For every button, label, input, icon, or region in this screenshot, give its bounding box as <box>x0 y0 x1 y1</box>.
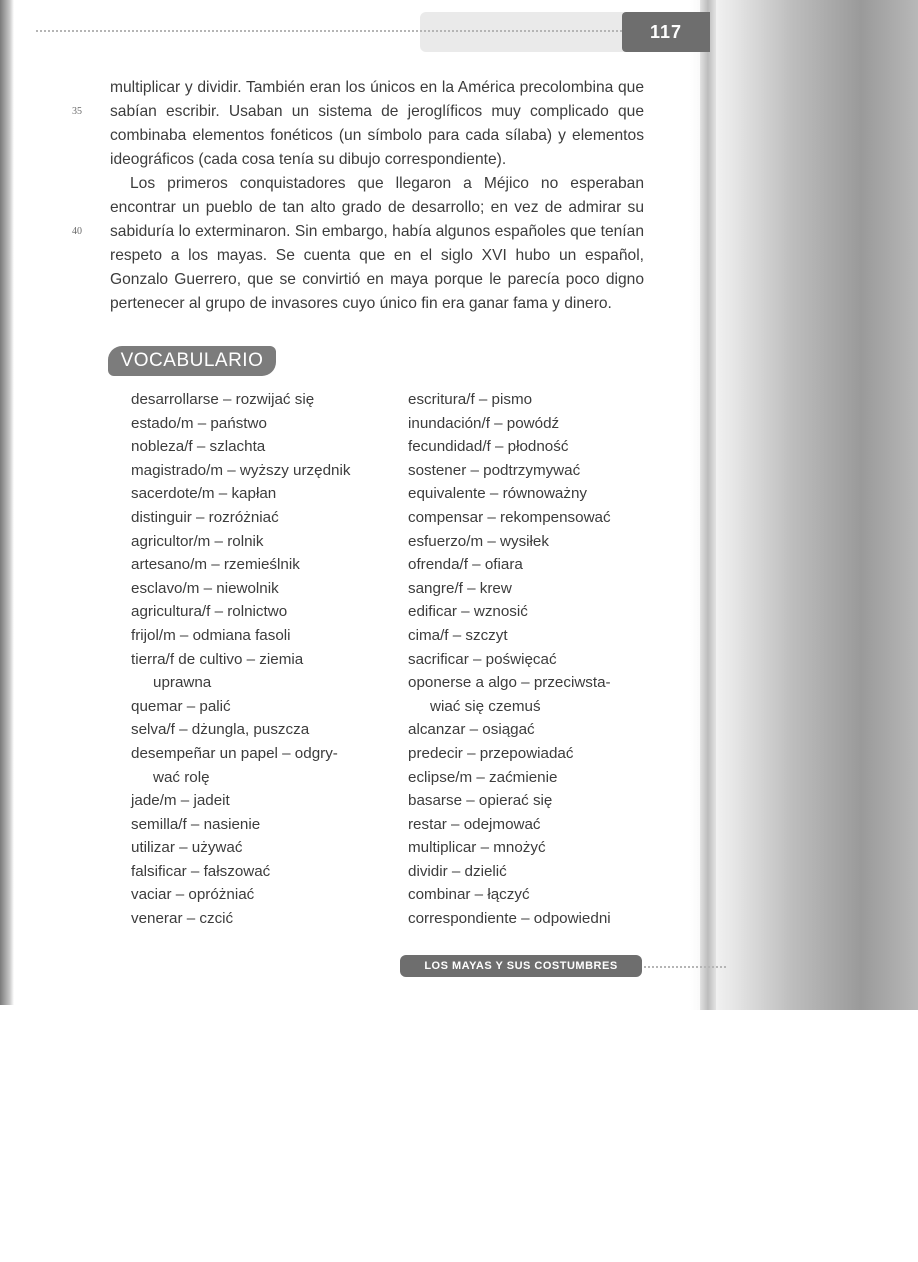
vocab-entry: escritura/f – pismo <box>408 391 533 408</box>
vocab-entry: ofrenda/f – ofiara <box>408 556 523 574</box>
paragraph: Los primeros conquistadores que llegaron a Méjico no esperaban encontrar un pueblo de tan alto grado de desarrollo; en vez de admirar su sabiduría lo exterminaron. Sin embargo, había algunos españoles que tenían respeto a los mayas. Se cuenta que en el siglo XVI hubo un español, Gonzalo Guerrero, que se convirtió en maya porque le parecía poco digno pertenecer al grupo de invasores cuyo único fin era ganar fama y dinero. <box>110 175 644 312</box>
paragraph: multiplicar y dividir. También eran los únicos en la América precolombina que sabían escribir. Usaban un sistema de jeroglíficos muy complicado que combinaba elementos fonéticos (un símbolo para cada sílaba) y elementos ideográficos (cada cosa tenía su dibujo correspondiente). <box>110 79 644 168</box>
vocab-entry: alcanzar – osiągać <box>408 721 535 739</box>
vocab-entry: estado/m – państwo <box>131 414 267 432</box>
vocab-entry: frijol/m – odmiana fasoli <box>131 626 291 644</box>
reading-text <box>110 76 644 316</box>
vocab-entry-continuation: wiać się czemuś <box>430 697 541 715</box>
vocab-entry: esclavo/m – niewolnik <box>131 579 279 597</box>
vocab-entry: eclipse/m – zaćmienie <box>408 768 558 786</box>
vocab-entry: distinguir – rozróżniać <box>131 508 279 526</box>
vocab-entry: sangre/f – krew <box>408 579 512 597</box>
vocab-entry: predecir – przepowiadać <box>408 744 574 762</box>
vocab-entry: edificar – wznosić <box>408 603 528 621</box>
vocab-entry: dividir – dzielić <box>408 862 507 880</box>
vocab-entry: magistrado/m – wyższy urzędnik <box>131 461 351 479</box>
header-dotted-rule <box>36 30 626 32</box>
line-number-35: 35 <box>72 106 82 117</box>
vocab-entry: multiplicar – mnożyć <box>408 839 546 857</box>
page-fold-edge <box>700 0 716 1010</box>
vocab-entry: sacrificar – poświęcać <box>408 650 557 668</box>
vocab-entry: desempeñar un papel – odgry- <box>131 744 338 762</box>
vocab-entry: artesano/m – rzemieślnik <box>131 556 300 574</box>
vocab-entry: tierra/f de cultivo – ziemia <box>131 650 304 668</box>
vocab-entry: agricultura/f – rolnictwo <box>131 603 288 621</box>
vocab-entry: nobleza/f – szlachta <box>131 438 266 456</box>
vocab-entry: sacerdote/m – kapłan <box>131 485 277 503</box>
scan-shadow-left <box>0 0 14 1005</box>
vocab-entry: desarrollarse – rozwijać się <box>131 391 315 408</box>
vocab-entry: equivalente – równoważny <box>408 485 587 503</box>
header-tab-shade <box>420 12 628 52</box>
vocab-entry: correspondiente – odpowiedni <box>408 910 611 928</box>
vocabulary-list-right <box>408 388 688 931</box>
chapter-footer: LOS MAYAS Y SUS COSTUMBRES <box>400 955 642 977</box>
vocab-entry: cima/f – szczyt <box>408 626 508 644</box>
vocab-entry-continuation: uprawna <box>153 674 212 692</box>
vocab-entry: combinar – łączyć <box>408 886 530 904</box>
vocab-entry: venerar – czcić <box>131 910 234 928</box>
vocab-entry: sostener – podtrzymywać <box>408 461 581 479</box>
vocab-entry: oponerse a algo – przeciwsta- <box>408 674 611 692</box>
footer-dotted-rule <box>644 966 726 968</box>
vocab-entry: quemar – palić <box>131 697 231 715</box>
vocabulary-list-left <box>131 388 403 931</box>
scan-shadow-right <box>690 0 918 1010</box>
vocab-entry: esfuerzo/m – wysiłek <box>408 532 549 550</box>
vocab-entry-continuation: wać rolę <box>153 768 210 786</box>
vocab-entry: semilla/f – nasienie <box>131 815 261 833</box>
vocab-entry: inundación/f – powódź <box>408 414 560 432</box>
vocab-entry: basarse – opierać się <box>408 792 553 810</box>
vocab-entry: selva/f – dżungla, puszcza <box>131 721 310 739</box>
page-number: 117 <box>622 12 710 52</box>
line-number-40: 40 <box>72 226 82 237</box>
vocab-entry: compensar – rekompensować <box>408 508 611 526</box>
vocab-entry: falsificar – fałszować <box>131 862 271 880</box>
vocab-entry: restar – odejmować <box>408 815 541 833</box>
vocab-entry: jade/m – jadeit <box>131 792 230 810</box>
vocab-entry: agricultor/m – rolnik <box>131 532 264 550</box>
vocab-entry: fecundidad/f – płodność <box>408 438 569 456</box>
vocab-entry: utilizar – używać <box>131 839 243 857</box>
vocab-entry: vaciar – opróżniać <box>131 886 255 904</box>
vocabulary-heading: VOCABULARIO <box>108 346 276 376</box>
